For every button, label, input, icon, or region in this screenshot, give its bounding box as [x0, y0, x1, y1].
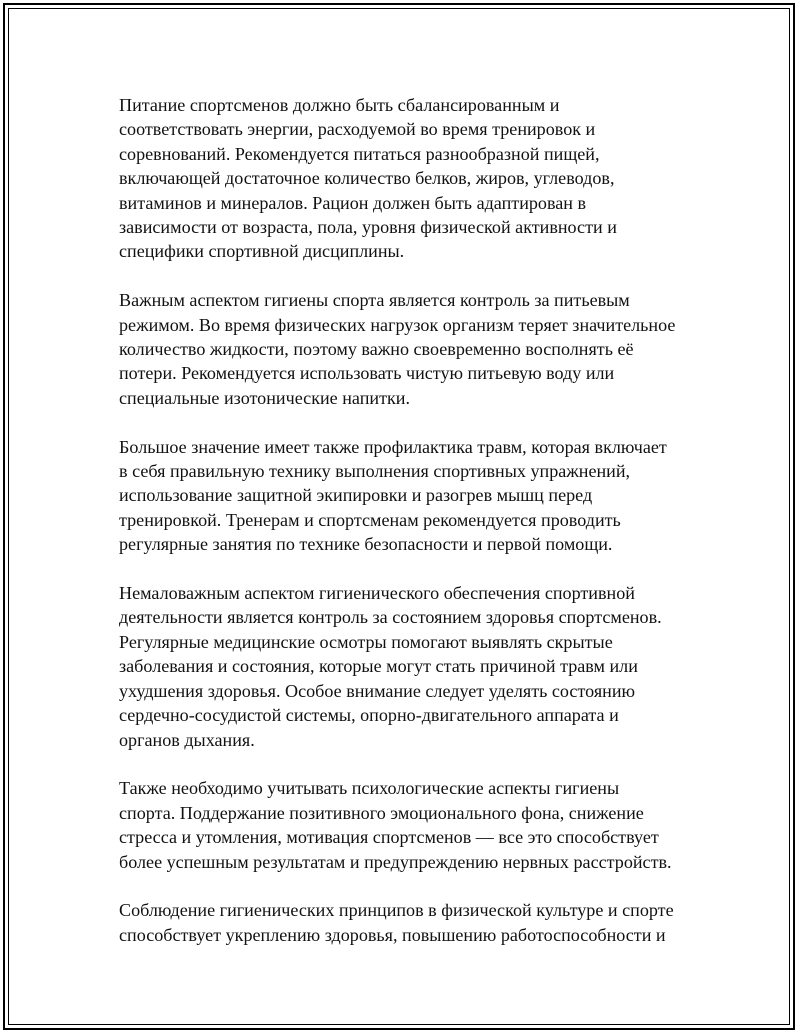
paragraph-drinking-regime: Важным аспектом гигиены спорта является контроль за питьевым режимом. Во время физических нагрузок организм теряет значительное количество жидкости, поэтому важно своевременно восполнять её потери. Рекомендуется использовать чистую питьевую воду или специальные изотонические напитки. [119, 290, 676, 408]
paragraph-conclusion: Соблюдение гигиенических принципов в физической культуре и спорте способствует укреплению здоровья, повышению работоспособности и [119, 900, 674, 945]
document-body [119, 93, 699, 972]
paragraph-psychological-aspects: Также необходимо учитывать психологические аспекты гигиены спорта. Поддержание позитивного эмоционального фона, снижение стресса и утомления, мотивация спортсменов — все это способствует более успешным результатам и предупреждению нервных расстройств. [119, 778, 672, 872]
paragraph-injury-prevention: Большое значение имеет также профилактика травм, которая включает в себя правильную технику выполнения спортивных упражнений, использование защитной экипировки и разогрев мышц перед тренировкой. Тренерам и спортсменам рекомендуется проводить регулярные занятия по технике безопасности и первой помощи. [119, 436, 667, 555]
paragraph-health-monitoring: Немаловажным аспектом гигиенического обеспечения спортивной деятельности является контроль за состоянием здоровья спортсменов. Регулярные медицинские осмотры помогают выявлять скрытые заболевания и состояния, которые могут стать причиной травм или ухудшения здоровья. Особое внимание следует уделять состоянию сердечно-сосудистой системы, опорно-двигательного аппарата и органов дыхания. [119, 583, 662, 750]
paragraph-nutrition: Питание спортсменов должно быть сбалансированным и соответствовать энергии, расходуемой во время тренировок и соревнований. Рекомендуется питаться разнообразной пищей, включающей достаточное количество белков, жиров, углеводов, витаминов и минералов. Рацион должен быть адаптирован в зависимости от возраста, пола, уровня физической активности и специфики спортивной дисциплины. [119, 95, 617, 262]
